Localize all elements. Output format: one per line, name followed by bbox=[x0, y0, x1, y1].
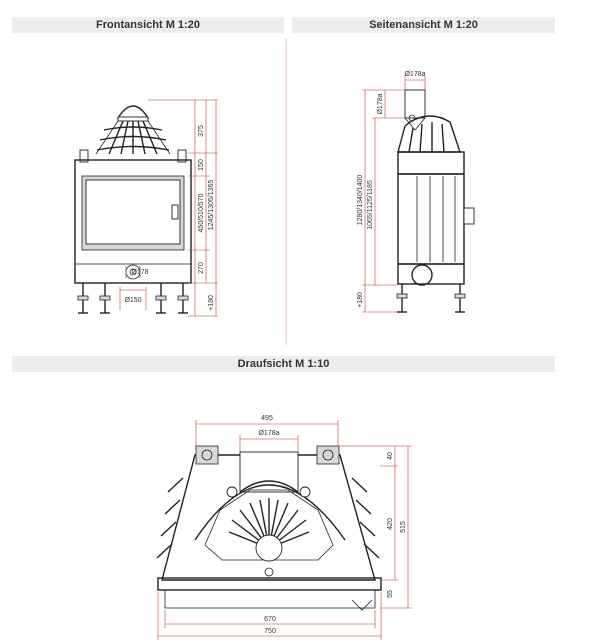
top-rear-right-block bbox=[317, 446, 339, 464]
dim-150-front: 150 bbox=[198, 159, 205, 171]
top-firebox-arc bbox=[195, 485, 345, 540]
dim-670: 670 bbox=[264, 616, 276, 623]
top-radial-ribs bbox=[229, 498, 309, 561]
front-view-drawing bbox=[75, 100, 218, 316]
dim-495: 495 bbox=[261, 415, 273, 422]
side-view-drawing bbox=[357, 71, 474, 312]
dim-270: 270 bbox=[198, 262, 205, 274]
dim-dia178a-side: Ø178a bbox=[377, 93, 384, 115]
dim-515: 515 bbox=[400, 521, 407, 533]
dim-total-heights: 1245/1305/1365 bbox=[208, 179, 215, 231]
dim-dia178a-top-view: Ø178a bbox=[258, 430, 280, 437]
top-right-bracket bbox=[300, 487, 310, 497]
front-cone-ribs bbox=[109, 121, 157, 154]
dim-dia178a-top: Ø178a bbox=[404, 71, 426, 78]
side-legs bbox=[397, 284, 465, 312]
dim-door-heights: 450/510/570 bbox=[198, 193, 205, 233]
front-flue-dome bbox=[118, 106, 148, 118]
front-flue-ring bbox=[118, 117, 148, 121]
side-air-inlet bbox=[412, 265, 432, 285]
top-left-bracket bbox=[227, 487, 237, 497]
side-handle bbox=[464, 208, 474, 224]
front-glass bbox=[86, 180, 180, 244]
side-plinth bbox=[398, 264, 464, 284]
dim-outer-heights: 1280/1340/1400 bbox=[357, 174, 364, 226]
dim-750: 750 bbox=[264, 628, 276, 635]
dim-375: 375 bbox=[198, 125, 205, 137]
top-rear-left-block bbox=[196, 446, 218, 464]
dim-dia178-front: Ø178 bbox=[131, 269, 149, 276]
dim-420: 420 bbox=[387, 518, 394, 530]
side-cone-ribs bbox=[409, 122, 444, 152]
side-upper-body bbox=[398, 152, 464, 174]
side-view-title: Seitenansicht M 1:20 bbox=[369, 19, 478, 31]
dim-dia150: Ø150 bbox=[124, 297, 142, 304]
dim-inner-heights: 1065/1125/1185 bbox=[367, 180, 374, 230]
dim-plus180-side: +180 bbox=[357, 292, 364, 308]
dim-plus180-front: +180 bbox=[208, 295, 215, 311]
dim-55: 55 bbox=[387, 590, 394, 598]
top-view-title: Draufsicht M 1:10 bbox=[237, 358, 330, 370]
side-firebox bbox=[398, 174, 464, 264]
dim-40: 40 bbox=[387, 452, 394, 460]
top-center-bolt bbox=[265, 568, 273, 576]
side-cone bbox=[398, 116, 460, 152]
top-view-drawing bbox=[157, 415, 412, 640]
front-door-handle bbox=[172, 205, 178, 219]
top-door-handle bbox=[352, 600, 372, 610]
side-flue-pipe bbox=[405, 90, 425, 118]
front-view-title: Frontansicht M 1:20 bbox=[96, 19, 200, 31]
top-front-panel bbox=[165, 590, 375, 608]
